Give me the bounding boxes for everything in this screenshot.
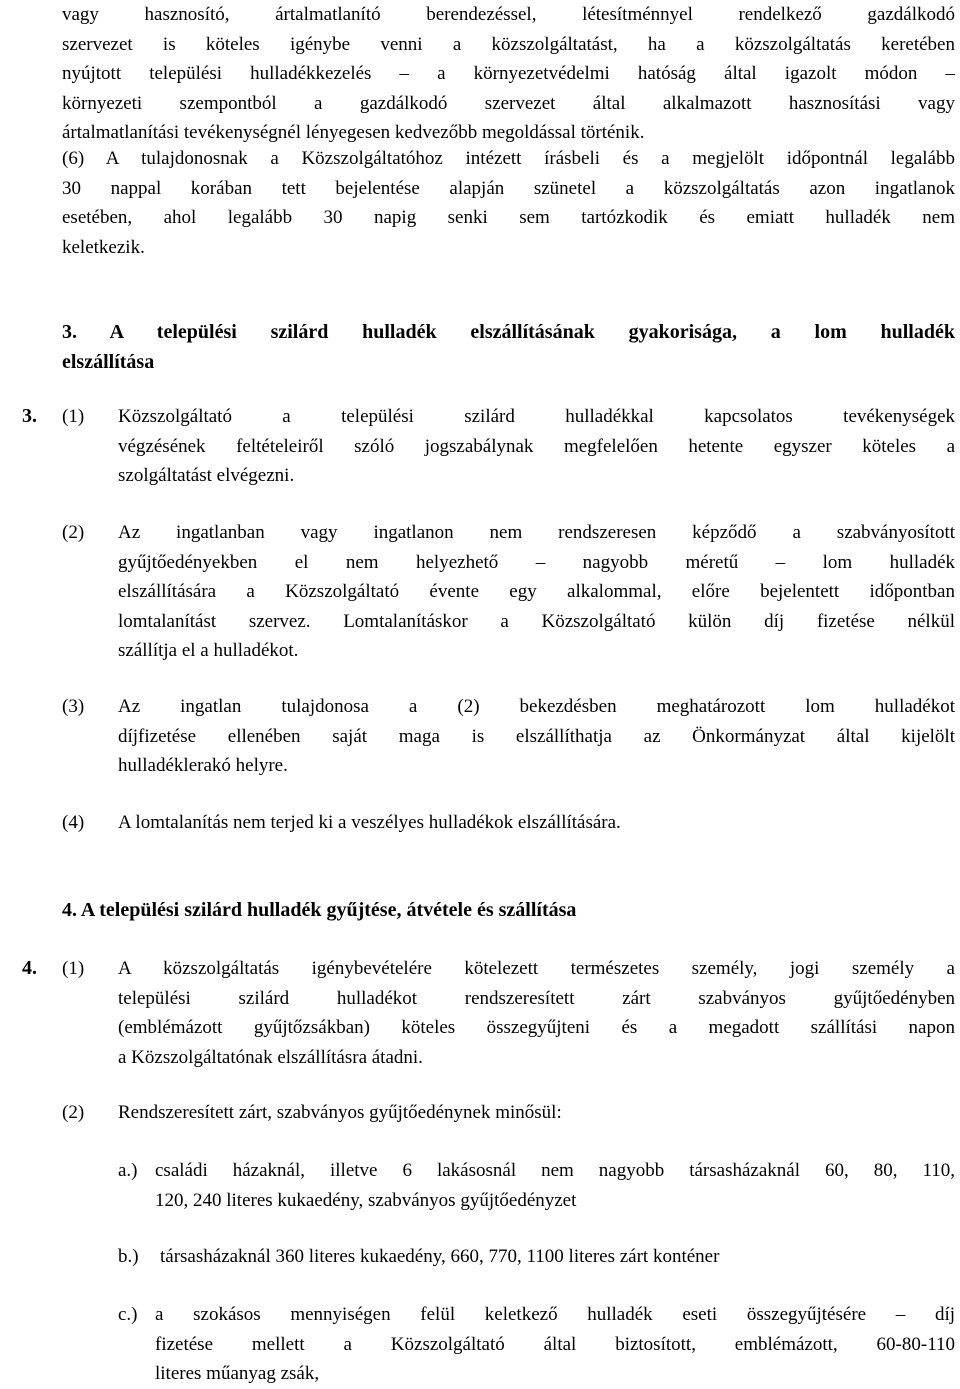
paragraph-6-cont — [62, 174, 955, 263]
text-line: keletkezik. — [62, 236, 145, 258]
text-line: elszállítására a Közszolgáltató évente egy alkalommal, előre bejelentett időpontban — [118, 581, 955, 603]
text-line: a Közszolgáltatónak elszállításra átadni. — [118, 1046, 423, 1068]
section-4-paragraph-1 — [118, 954, 955, 1072]
text-line: gyűjtőedényekben el nem helyezhető – nagyobb méretű – lom hulladék — [118, 551, 955, 573]
list-item-c — [155, 1300, 955, 1389]
list-item-b — [160, 1242, 955, 1272]
text-line: környezeti szempontból a gazdálkodó szervezet által alkalmazott hasznosítási vagy — [62, 92, 955, 114]
intro-paragraph — [62, 0, 955, 148]
text-line: végzésének feltételeiről szóló jogszabálynak megfelelően hetente egyszer köteles a — [118, 435, 955, 457]
text-line: nyújtott települési hulladékkezelés – a környezetvédelmi hatóság által igazolt módon – — [62, 63, 955, 85]
text-line: szállítja el a hulladékot. — [118, 640, 299, 662]
text-line: díjfizetése ellenében saját maga is elszállíthatja az Önkormányzat által kijelölt — [118, 725, 955, 747]
list-item-a — [155, 1156, 955, 1215]
section-4-heading — [62, 896, 955, 926]
text-line: 120, 240 literes kukaedény, szabványos gyűjtőedényzet — [155, 1189, 577, 1211]
section-3-paragraph-3 — [118, 692, 955, 781]
section-3-heading — [62, 318, 955, 377]
section-4-paragraph-2 — [118, 1098, 955, 1128]
text-line: a szokásos mennyiségen felül keletkező hulladék eseti összegyűjtésére – díj — [155, 1304, 955, 1325]
text-line: (6) A tulajdonosnak a Közszolgáltatóhoz intézett írásbeli és a megjelölt időpontnál legalább — [62, 148, 955, 169]
heading-line: elszállítása — [62, 350, 155, 373]
list-item-label: b.) — [118, 1246, 139, 1267]
text-line: Az ingatlanban vagy ingatlanon nem rendszeresen képződő a szabványosított — [118, 522, 955, 543]
text-line: (emblémázott gyűjtőzsákban) köteles összegyűjteni és a megadott szállítási napon — [118, 1017, 955, 1039]
text-line: fizetése mellett a Közszolgáltató által biztosított, emblémázott, 60-80-110 — [155, 1333, 955, 1355]
text-line: A lomtalanítás nem terjed ki a veszélyes hulladékok elszállítására. — [118, 812, 621, 833]
text-line: szolgáltatást elvégezni. — [118, 465, 295, 487]
text-line: vagy hasznosító, ártalmatlanító berendezéssel, létesítménnyel rendelkező gazdálkodó — [62, 4, 955, 25]
text-line: szervezet is köteles igénybe venni a közszolgáltatást, ha a közszolgáltatás keretében — [62, 33, 955, 55]
text-line: Rendszeresített zárt, szabványos gyűjtőedénynek minősül: — [118, 1102, 562, 1123]
list-item-label: c.) — [118, 1304, 138, 1325]
paragraph-6 — [22, 144, 955, 174]
text-line: lomtalanítást szervez. Lomtalanításkor a Közszolgáltató külön díj fizetése nélkül — [118, 610, 955, 632]
section-label: 3. — [22, 405, 37, 427]
section-3-paragraph-2 — [118, 518, 955, 666]
text-line: családi házaknál, illetve 6 lakásosnál nem nagyobb társasházaknál 60, 80, 110, — [155, 1160, 955, 1181]
section-3-paragraph-4 — [118, 808, 955, 838]
list-item-label: a.) — [118, 1160, 138, 1181]
heading-line: 4. A települési szilárd hulladék gyűjtése, átvétele és szállítása — [62, 899, 577, 921]
heading-line: 3. A települési szilárd hulladék elszállításának gyakorisága, a lom hulladék — [62, 321, 955, 343]
section-3-paragraph-1 — [118, 402, 955, 491]
paragraph-number: (2) — [62, 1102, 85, 1123]
text-line: literes műanyag zsák, — [155, 1363, 320, 1385]
text-line: esetében, ahol legalább 30 napig senki sem tartózkodik és emiatt hulladék nem — [62, 207, 955, 229]
text-line: társasházaknál 360 literes kukaedény, 660, 770, 1100 literes zárt konténer — [160, 1246, 720, 1267]
text-line: hulladéklerakó helyre. — [118, 755, 288, 777]
paragraph-number: (3) — [62, 696, 85, 717]
paragraph-number: (4) — [62, 812, 85, 833]
text-line: Közszolgáltató a települési szilárd hulladékkal kapcsolatos tevékenységek — [118, 406, 955, 427]
paragraph-number: (2) — [62, 522, 85, 543]
document-page: vagy hasznosító, ártalmatlanító berendezéssel, létesítménnyel rendelkező gazdálkodó szervezet is köteles igénybe venni a közszolgáltatást, ha a közszolgáltatás keretében nyújtott települési hulladékkezelés – a környezetvédelmi hatóság által igazolt módon – környezeti szempontból a gazdálkodó szervezet által alkalmazott hasznosítási vagy ártalmatlanítási tevékenységnél lényegesen kedvezőbb megoldással történik. (6) A tulajdonosnak a Közszolgáltatóhoz intézett írásbeli és a megjelölt időpontnál legalább 30 nappal korában tett bejelentése alapján szünetel a közszolgáltatás azon ingatlanok esetében, ahol legalább 30 napig senki sem tartózkodik és emiatt hulladék nem keletkezik. 3. A települési szilárd hulladék elszállításának gyakorisága, a lom hulladék elszállítása 3. (1) Közszolgáltató a települési szilárd hulladékkal kapcsolatos tevékenységek végzésének feltételeiről szóló jogszabálynak megfelelően hetente egyszer köteles a szolgáltatást elvégezni. (2) Az ingatlanban vagy ingatlanon nem rendszeresen képződő a szabványosított gyűjtőedényekben el nem helyezhető – nagyobb méretű – lom hulladék elszállítására a Közszolgáltató évente egy alkalommal, előre bejelentett időpontban lomtalanítást szervez. Lomtalanításkor a Közszolgáltató külön díj fizetése nélkül szállítja el a hulladékot. (3) Az ingatlan tulajdonosa a (2) bekezdésben meghatározott lom hulladékot díjfizetése ellenében saját maga is elszállíthatja az Önkormányzat által kijelölt hulladéklerakó helyre. (4) A lomtalanítás nem terjed ki a veszélyes hulladékok elszállítására. 4. A települési szilárd hulladék gyűjtése, átvétele és szállítása 4. (1) A közszolgáltatás igénybevételére kötelezett természetes személy, jogi személy a települési szilárd hulladékot rendszeresített zárt szabványos gyűjtőedényben (emblémázott gyűjtőzsákban) köteles összegyűjteni és a megadott szállítási napon a Közszolgáltatónak elszállításra átadni. (2) Rendszeresített zárt, szabványos gyűjtőedénynek minősül: a.) családi házaknál, illetve 6 lakásosnál nem nagyobb társasházaknál 60, 80, 110, 120, 240 literes kukaedény, szabványos gyűjtőedényzet b.) társasházaknál 360 literes kukaedény, 660, 770, 1100 literes zárt konténer c.) a szokásos mennyiségen felül keletkező hulladék eseti összegyűjtésére – díj fizetése mellett a Közszolgáltató által biztosított, emblémázott, 60-80-110 literes műanyag zsák, — [0, 0, 960, 1388]
text-line: A közszolgáltatás igénybevételére kötelezett természetes személy, jogi személy a — [118, 958, 955, 979]
text-line: Az ingatlan tulajdonosa a (2) bekezdésben meghatározott lom hulladékot — [118, 696, 955, 717]
text-line: ártalmatlanítási tevékenységnél lényegesen kedvezőbb megoldással történik. — [62, 122, 645, 144]
text-line: 30 nappal korában tett bejelentése alapján szünetel a közszolgáltatás azon ingatlanok — [62, 177, 955, 199]
section-label: 4. — [22, 957, 37, 979]
text-line: települési szilárd hulladékot rendszeresített zárt szabványos gyűjtőedényben — [118, 987, 955, 1009]
